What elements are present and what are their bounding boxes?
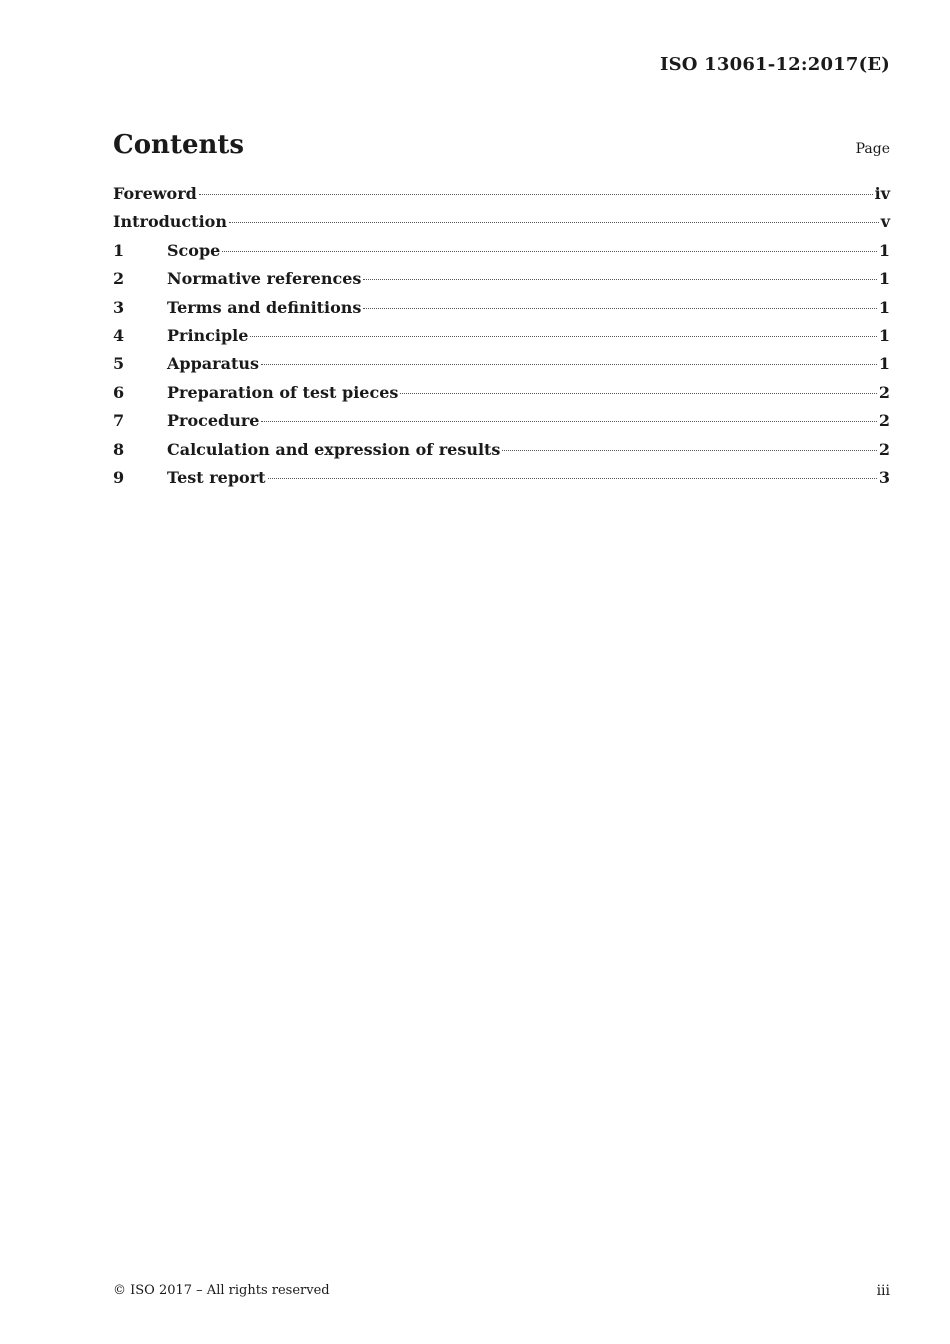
toc-entry-procedure[interactable] bbox=[113, 411, 890, 439]
toc-entry-number: 3 bbox=[113, 297, 125, 317]
page-column-label: Page bbox=[855, 141, 890, 157]
toc-entry-title: Introduction bbox=[113, 212, 227, 232]
document-id: ISO 13061-12:2017(E) bbox=[659, 54, 890, 75]
toc-entry-calculation-and-expression-of-results[interactable] bbox=[113, 440, 890, 468]
toc-entry-number: 5 bbox=[113, 354, 125, 374]
page-footer bbox=[113, 1283, 890, 1299]
toc-entry-title: Apparatus bbox=[167, 354, 259, 374]
toc-entry-page: 1 bbox=[878, 297, 890, 317]
dot-leader bbox=[199, 194, 873, 195]
page-number: iii bbox=[876, 1283, 890, 1299]
dot-leader bbox=[363, 308, 876, 309]
toc-entry-terms-and-definitions[interactable] bbox=[113, 298, 890, 326]
toc-entry-number: 2 bbox=[113, 269, 125, 289]
toc-entry-page: 1 bbox=[878, 354, 890, 374]
toc-entry-title: Terms and definitions bbox=[167, 297, 362, 317]
toc-entry-number: 8 bbox=[113, 439, 125, 459]
toc-entry-title: Preparation of test pieces bbox=[167, 382, 399, 402]
toc-entry-apparatus[interactable] bbox=[113, 354, 890, 382]
toc-entry-number: 7 bbox=[113, 411, 125, 431]
toc-entry-page: 1 bbox=[878, 240, 890, 260]
toc-entry-number: 9 bbox=[113, 467, 125, 487]
toc-entry-number: 4 bbox=[113, 325, 125, 345]
toc-entry-page: 2 bbox=[878, 411, 890, 431]
toc-entry-page: 1 bbox=[878, 325, 890, 345]
dot-leader bbox=[268, 478, 877, 479]
toc-entry-page: 1 bbox=[878, 269, 890, 289]
toc-entry-title: Test report bbox=[167, 467, 266, 487]
toc-entry-page: 2 bbox=[878, 439, 890, 459]
toc-entry-number: 6 bbox=[113, 382, 125, 402]
toc-entry-introduction[interactable] bbox=[113, 212, 890, 240]
dot-leader bbox=[502, 450, 876, 451]
table-of-contents bbox=[113, 184, 890, 496]
toc-entry-page: v bbox=[880, 212, 890, 232]
toc-entry-page: iv bbox=[874, 184, 890, 203]
toc-entry-title: Foreword bbox=[113, 184, 197, 203]
dot-leader bbox=[229, 222, 879, 223]
toc-entry-title: Normative references bbox=[167, 269, 362, 289]
toc-entry-scope[interactable] bbox=[113, 241, 890, 269]
contents-header bbox=[113, 130, 890, 160]
toc-entry-test-report[interactable] bbox=[113, 468, 890, 496]
toc-entry-title: Principle bbox=[167, 325, 249, 345]
toc-entry-page: 2 bbox=[878, 382, 890, 402]
toc-entry-principle[interactable] bbox=[113, 326, 890, 354]
dot-leader bbox=[261, 421, 876, 422]
toc-entry-foreword[interactable] bbox=[113, 184, 890, 212]
dot-leader bbox=[261, 364, 877, 365]
toc-entry-title: Scope bbox=[167, 240, 221, 260]
toc-entry-normative-references[interactable] bbox=[113, 269, 890, 297]
dot-leader bbox=[250, 336, 876, 337]
toc-entry-preparation-of-test-pieces[interactable] bbox=[113, 383, 890, 411]
toc-entry-title: Calculation and expression of results bbox=[167, 439, 501, 459]
dot-leader bbox=[400, 393, 876, 394]
contents-title: Contents bbox=[113, 130, 245, 160]
dot-leader bbox=[222, 251, 877, 252]
dot-leader bbox=[363, 279, 876, 280]
copyright-notice: © ISO 2017 – All rights reserved bbox=[113, 1283, 330, 1298]
toc-entry-number: 1 bbox=[113, 240, 125, 260]
toc-entry-title: Procedure bbox=[167, 411, 260, 431]
toc-entry-page: 3 bbox=[878, 467, 890, 487]
